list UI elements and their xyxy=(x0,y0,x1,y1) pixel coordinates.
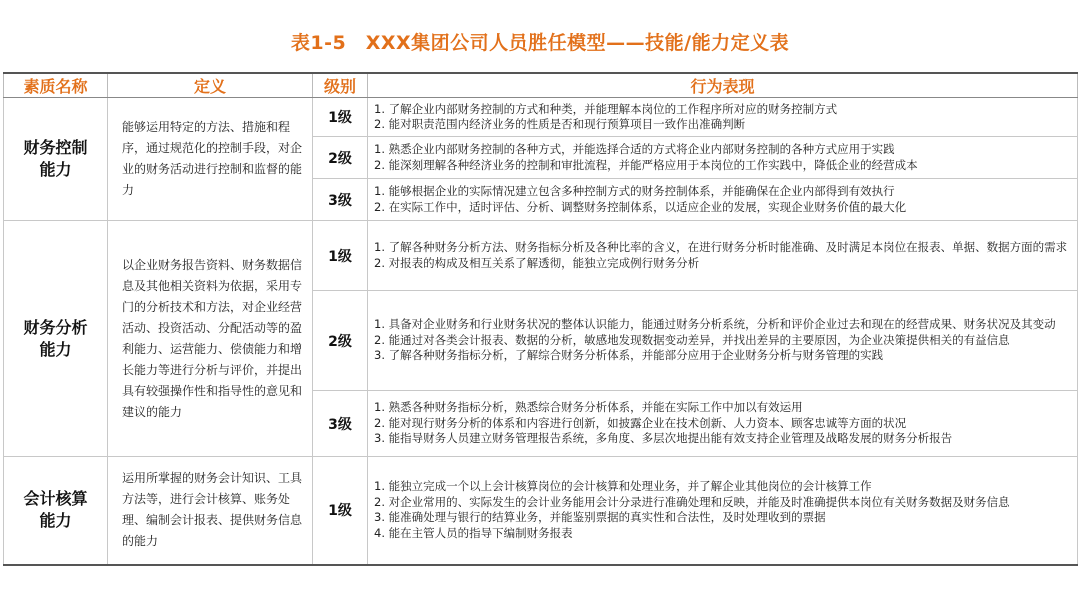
quality-name: 财务控制 能力 xyxy=(4,98,108,221)
header-behavior: 行为表现 xyxy=(368,73,1078,98)
header-quality: 素质名称 xyxy=(4,73,108,98)
table-row xyxy=(4,98,1078,137)
level-cell: 1级 xyxy=(313,457,368,565)
level-cell: 3级 xyxy=(313,391,368,457)
page-title: 表1-5 XXX集团公司人员胜任模型——技能/能力定义表 xyxy=(290,32,790,54)
level-cell: 2级 xyxy=(313,291,368,391)
table-row xyxy=(4,221,1078,291)
level-cell: 1级 xyxy=(313,98,368,137)
behavior-cell: 1. 具备对企业财务和行业财务状况的整体认识能力，能通过财务分析系统，分析和评价企业过去和现在的经营成果、财务状况及其变动 2. 能通过对各类会计报表、数据的分析，敏感地发现数据变动差异，并找出差异的主要原因，为企业决策提供相关的有益信息 3. 了解各种财务指标分析，了解综合财务分析体系，并能部分应用于企业财务分析与财务管理的实践 xyxy=(368,291,1078,391)
behavior-cell: 1. 熟悉各种财务指标分析，熟悉综合财务分析体系，并能在实际工作中加以有效运用 2. 能对现行财务分析的体系和内容进行创新，如披露企业在技术创新、人力资本、顾客忠诚等方面的状况 3. 能指导财务人员建立财务管理报告系统，多角度、多层次地提出能有效支持企业管理及战略发展的财务分析报告 xyxy=(368,391,1078,457)
header-row xyxy=(4,73,1078,98)
quality-definition: 以企业财务报告资料、财务数据信息及其他相关资料为依据，采用专门的分析技术和方法，对企业经营活动、投资活动、分配活动等的盈利能力、运营能力、偿债能力和增长能力等进行分析与评价，并提出具有较强操作性和指导性的意见和建议的能力 xyxy=(108,221,313,457)
quality-name: 财务分析 能力 xyxy=(4,221,108,457)
level-cell: 1级 xyxy=(313,221,368,291)
quality-name: 会计核算 能力 xyxy=(4,457,108,565)
behavior-cell: 1. 熟悉企业内部财务控制的各种方式，并能选择合适的方式将企业内部财务控制的各种方式应用于实践 2. 能深刻理解各种经济业务的控制和审批流程，并能严格应用于本岗位的工作实践中，降低企业的经营成本 xyxy=(368,137,1078,179)
header-level: 级别 xyxy=(313,73,368,98)
behavior-cell: 1. 了解企业内部财务控制的方式和种类，并能理解本岗位的工作程序所对应的财务控制方式 2. 能对职责范围内经济业务的性质是否和现行预算项目一致作出准确判断 xyxy=(368,98,1078,137)
level-cell: 2级 xyxy=(313,137,368,179)
level-cell: 3级 xyxy=(313,179,368,221)
quality-definition: 运用所掌握的财务会计知识、工具方法等，进行会计核算、账务处理、编制会计报表、提供财务信息的能力 xyxy=(108,457,313,565)
behavior-cell: 1. 能独立完成一个以上会计核算岗位的会计核算和处理业务，并了解企业其他岗位的会计核算工作 2. 对企业常用的、实际发生的会计业务能用会计分录进行准确处理和反映，并能及时准确提供本岗位有关财务数据及财务信息 3. 能准确处理与银行的结算业务，并能鉴别票据的真实性和合法性，及时处理收到的票据 4. 能在主管人员的指导下编制财务报表 xyxy=(368,457,1078,565)
competency-table xyxy=(3,72,1078,566)
quality-definition: 能够运用特定的方法、措施和程序，通过规范化的控制手段，对企业的财务活动进行控制和监督的能力 xyxy=(108,98,313,221)
behavior-cell: 1. 能够根据企业的实际情况建立包含多种控制方式的财务控制体系，并能确保在企业内部得到有效执行 2. 在实际工作中，适时评估、分析、调整财务控制体系，以适应企业的发展，实现企业财务价值的最大化 xyxy=(368,179,1078,221)
table-row xyxy=(4,457,1078,565)
header-definition: 定义 xyxy=(108,73,313,98)
behavior-cell: 1. 了解各种财务分析方法、财务指标分析及各种比率的含义，在进行财务分析时能准确、及时满足本岗位在报表、单据、数据方面的需求 2. 对报表的构成及相互关系了解透彻，能独立完成例行财务分析 xyxy=(368,221,1078,291)
